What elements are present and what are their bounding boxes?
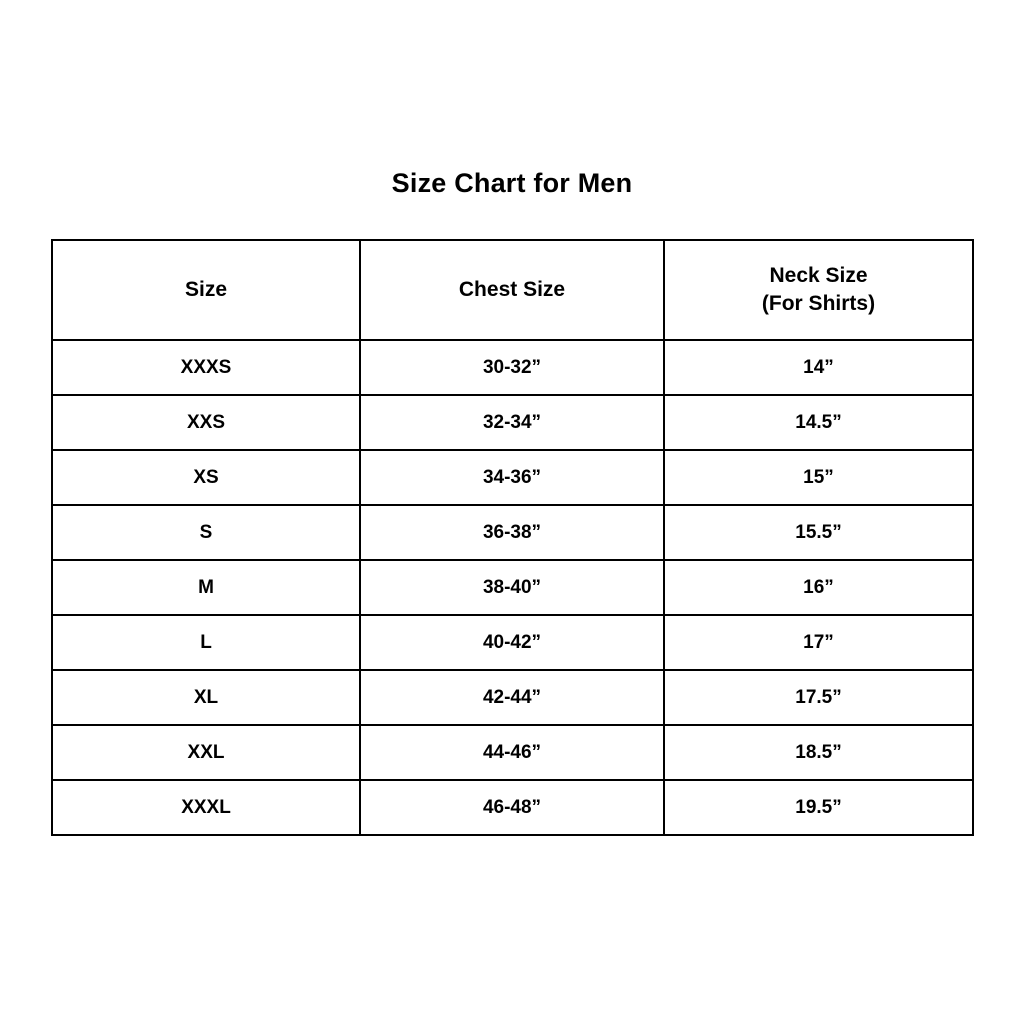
cell-chest: 44-46” — [360, 725, 664, 780]
cell-size: XL — [52, 670, 360, 725]
cell-neck: 15” — [664, 450, 973, 505]
cell-chest: 34-36” — [360, 450, 664, 505]
table-row — [52, 395, 973, 450]
table-body — [52, 340, 973, 835]
column-header-chest-size — [360, 240, 664, 340]
table-header — [52, 240, 973, 340]
column-header-neck-size — [664, 240, 973, 340]
cell-size: M — [52, 560, 360, 615]
table-row — [52, 780, 973, 835]
cell-size: XXXS — [52, 340, 360, 395]
cell-size: S — [52, 505, 360, 560]
column-header-size — [52, 240, 360, 340]
table-row — [52, 340, 973, 395]
table-row — [52, 450, 973, 505]
table-row — [52, 670, 973, 725]
cell-size: XXS — [52, 395, 360, 450]
cell-size: L — [52, 615, 360, 670]
table-row — [52, 505, 973, 560]
cell-neck: 15.5” — [664, 505, 973, 560]
table-row — [52, 560, 973, 615]
cell-neck: 17.5” — [664, 670, 973, 725]
cell-chest: 46-48” — [360, 780, 664, 835]
cell-chest: 30-32” — [360, 340, 664, 395]
cell-chest: 42-44” — [360, 670, 664, 725]
cell-size: XXL — [52, 725, 360, 780]
cell-size: XS — [52, 450, 360, 505]
table-header-row — [52, 240, 973, 340]
size-chart-table — [51, 239, 974, 836]
cell-chest: 40-42” — [360, 615, 664, 670]
column-header-chest-size-label: Chest Size — [458, 277, 566, 301]
cell-size: XXXL — [52, 780, 360, 835]
cell-neck: 16” — [664, 560, 973, 615]
cell-neck: 14.5” — [664, 395, 973, 450]
column-header-neck-size-label: Neck Size — [769, 263, 868, 287]
page-title: Size Chart for Men — [391, 168, 633, 198]
cell-chest: 32-34” — [360, 395, 664, 450]
column-header-size-label: Size — [184, 277, 228, 301]
cell-neck: 18.5” — [664, 725, 973, 780]
size-chart-table-wrapper — [51, 239, 972, 836]
cell-neck: 19.5” — [664, 780, 973, 835]
cell-neck: 14” — [664, 340, 973, 395]
table-row — [52, 615, 973, 670]
cell-chest: 36-38” — [360, 505, 664, 560]
table-row — [52, 725, 973, 780]
cell-chest: 38-40” — [360, 560, 664, 615]
cell-neck: 17” — [664, 615, 973, 670]
column-header-neck-size-sublabel: (For Shirts) — [761, 292, 876, 315]
